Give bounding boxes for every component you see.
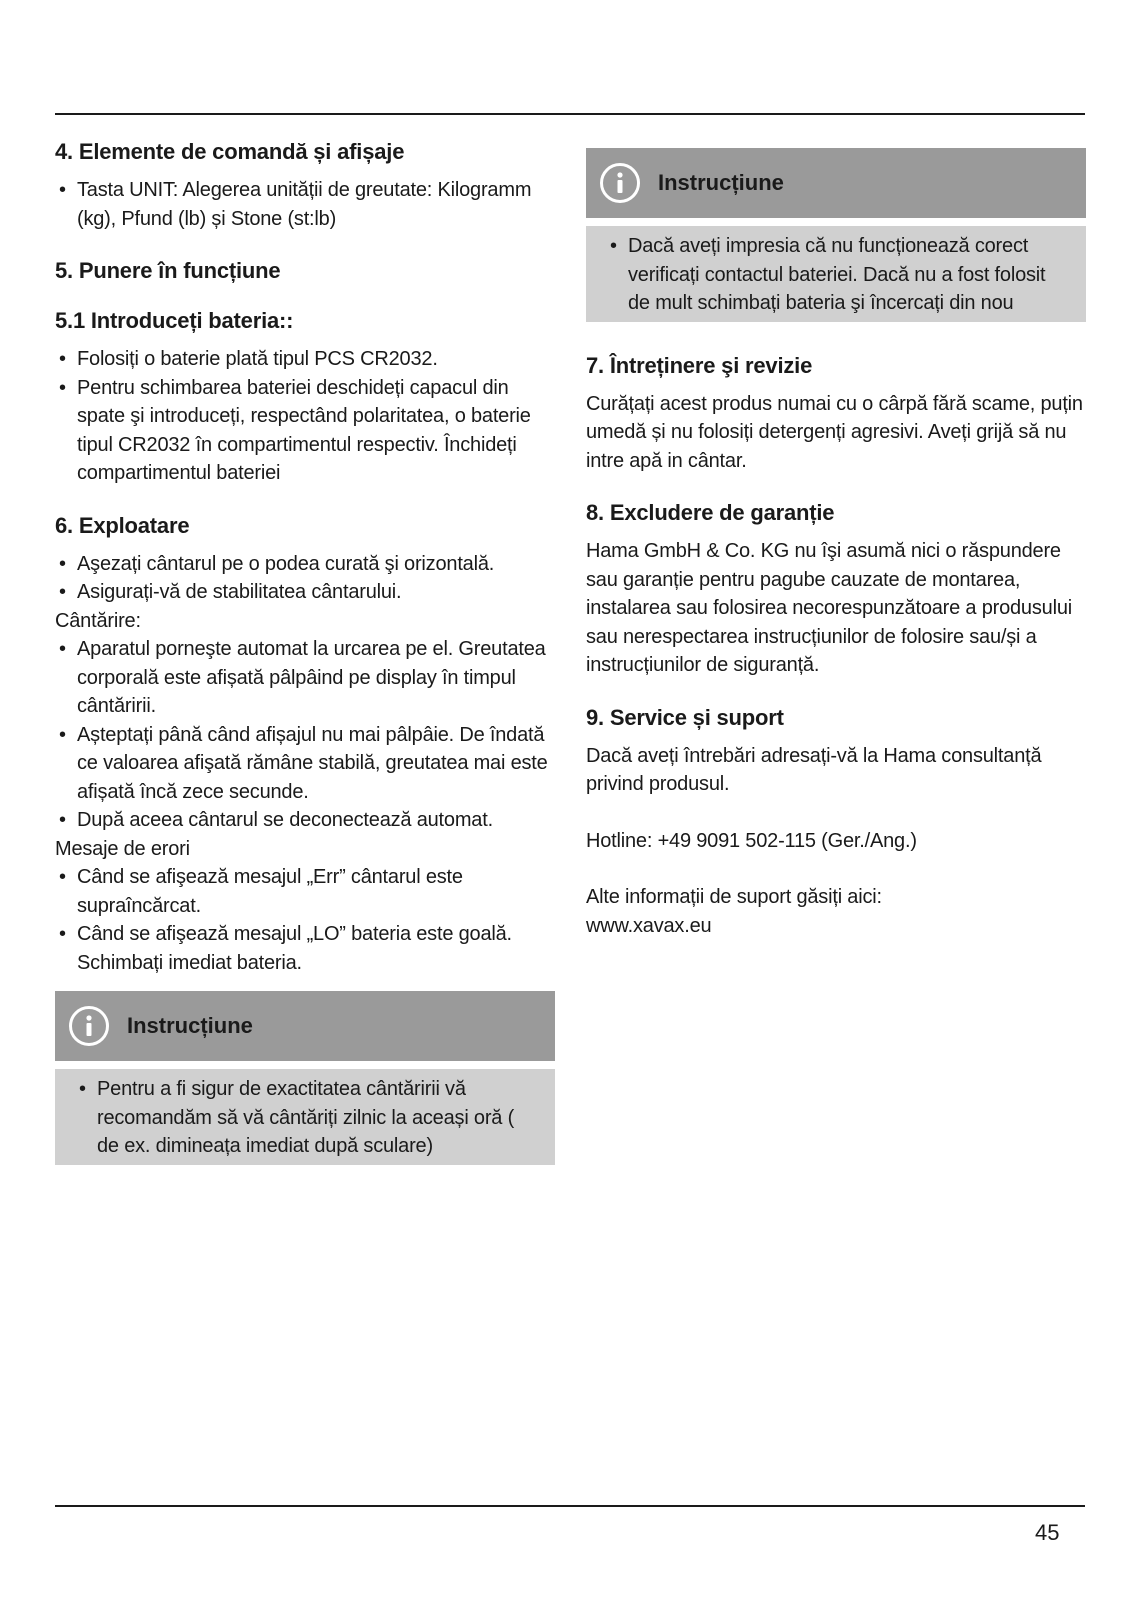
section-9-text: Dacă aveți întrebări adresați-vă la Hama consultanță privind produsul. [586, 744, 1042, 795]
section-6-list-b [55, 635, 555, 835]
list-item: • După aceea cântarul se deconectează automat. [55, 806, 555, 835]
list-item: • Folosiți o baterie plată tipul PCS CR2032. [55, 345, 555, 374]
section-9-title: 9. Service și suport [586, 704, 784, 730]
left-column [55, 138, 555, 1165]
more-info-label: Alte informații de suport găsiți aici: [586, 886, 882, 908]
note-box-left [55, 991, 555, 1165]
info-icon [600, 163, 640, 203]
section-7-text: Curățați acest produs numai cu o cârpă fără scame, puțin umedă și nu folosiți detergenți agresivi. Aveți grijă să nu intre apă in cântar. [586, 392, 1083, 472]
section-6-list-d [55, 863, 555, 977]
list-item: • Când se afişează mesajul „Err” cântarul este supraîncărcat. [55, 863, 555, 920]
list-item: • Pentru a fi sigur de exactitatea cântăririi vă recomandăm să vă cântăriți zilnic la aceași oră ( de ex. dimineața imediat după sculare) [75, 1075, 535, 1161]
section-5-1-list [55, 345, 555, 488]
note-title: Instrucțiune [127, 1013, 253, 1038]
section-6-title: 6. Exploatare [55, 512, 190, 538]
list-item: • Asigurați-vă de stabilitatea cântarului. [55, 578, 555, 607]
list-item: • Când se afişează mesajul „LO” bateria este goală. Schimbați imediat bateria. [55, 920, 555, 977]
bottom-rule [55, 1505, 1085, 1507]
section-5-title: 5. Punere în funcțiune [55, 258, 281, 283]
section-8-text: Hama GmbH & Co. KG nu îşi asumă nici o răspundere sau garanție pentru pagube cauzate de montarea, instalarea sau folosirea necorespunzătoare a produsului sau nerespectarea instrucțiunilor de folosire sau/și a instrucțiunilor de siguranță. [586, 540, 1072, 676]
note-body [586, 226, 1086, 322]
right-column [586, 138, 1086, 940]
note-box-right [586, 148, 1086, 322]
note-header [586, 148, 1086, 218]
list-item: • Aşezați cântarul pe o podea curată şi orizontală. [55, 550, 555, 579]
list-item: • Pentru schimbarea bateriei deschideți capacul din spate şi introduceți, respectând polaritatea, o baterie tipul CR2032 în compartimentul respectiv. Închideți compartimentul bateriei [55, 374, 555, 488]
section-5-1-title: 5.1 Introduceți bateria:: [55, 308, 294, 333]
list-item: • Dacă aveți impresia că nu funcționează corect verificați contactul bateriei. Dacă nu a fost folosit de mult schimbați bateria şi încercați din nou [606, 232, 1066, 318]
list-item: • Aparatul porneşte automat la urcarea pe el. Greutatea corporală este afișată pâlpâind pe display în timpul cântăririi. [55, 635, 555, 721]
top-rule [55, 113, 1085, 115]
weighing-label: Cântărire: [55, 609, 141, 632]
note-header [55, 991, 555, 1061]
info-icon [69, 1006, 109, 1046]
note-body [55, 1069, 555, 1165]
note-title: Instrucțiune [658, 170, 784, 195]
section-6-list-a [55, 550, 555, 607]
section-8-title: 8. Excludere de garanție [586, 500, 835, 525]
section-4-list [55, 176, 555, 233]
section-7-title: 7. Întreținere şi revizie [586, 352, 813, 378]
hotline-text: Hotline: +49 9091 502-115 (Ger./Ang.) [586, 829, 917, 852]
list-item: • Tasta UNIT: Alegerea unității de greutate: Kilogramm (kg), Pfund (lb) și Stone (st:lb) [55, 176, 555, 233]
section-4-title: 4. Elemente de comandă și afișaje [55, 139, 405, 164]
list-item: • Așteptați până când afișajul nu mai pâlpâie. De îndată ce valoarea afişată rămâne stabilă, greutatea mai este afișată încă zece secunde. [55, 721, 555, 807]
errors-label: Mesaje de erori [55, 837, 190, 860]
page-number: 45 [1035, 1520, 1060, 1545]
support-url: www.xavax.eu [586, 914, 712, 937]
